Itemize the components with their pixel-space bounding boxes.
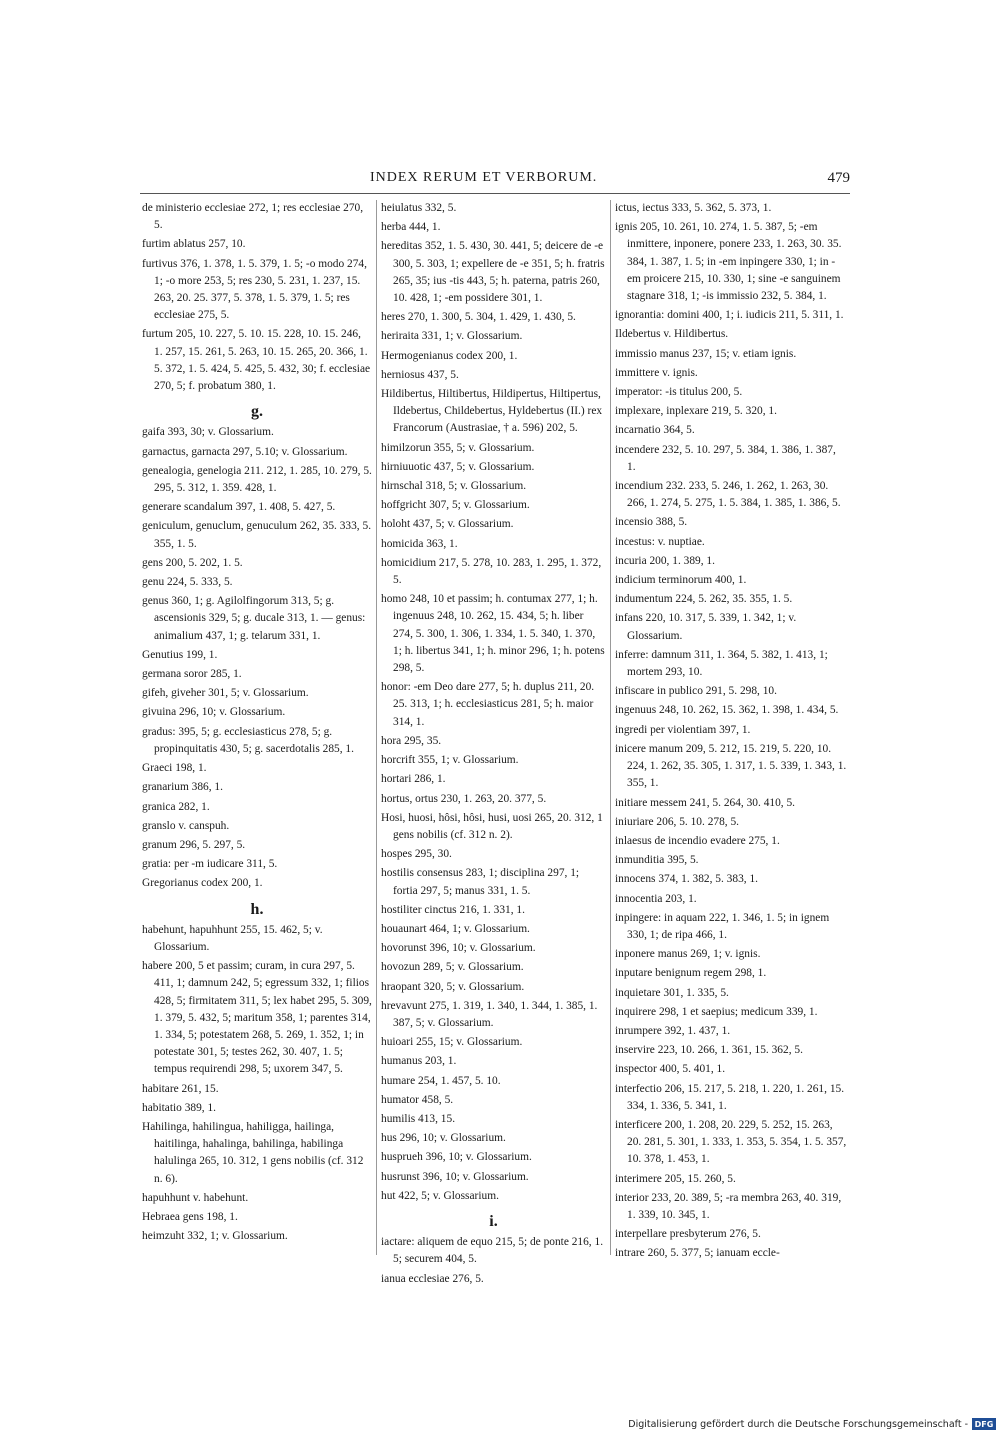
index-entry: horcrift 355, 1; v. Glossarium. xyxy=(381,754,519,767)
index-entry: hora 295, 35. xyxy=(381,734,442,747)
index-entry: hus 296, 10; v. Glossarium. xyxy=(381,1132,506,1145)
index-entry: holoht 437, 5; v. Glossarium. xyxy=(381,518,514,531)
index-entry: Ildebertus v. Hildibertus. xyxy=(615,328,729,341)
index-entry: furtim ablatus 257, 10. xyxy=(142,238,246,251)
index-entry: iactare: aliquem de equo 215, 5; de ponte 216, 1. 5; securem 404, 5. xyxy=(381,1236,604,1266)
section-letter: i. xyxy=(489,1212,498,1230)
index-entry: granslo v. canspuh. xyxy=(142,819,230,832)
index-entry: immittere v. ignis. xyxy=(615,366,698,379)
index-entry: habitare 261, 15. xyxy=(142,1082,219,1095)
running-title: INDEX RERUM ET VERBORUM. xyxy=(370,170,598,185)
index-entry: incuria 200, 1. 389, 1. xyxy=(615,554,715,567)
index-entry: interior 233, 20. 389, 5; -ra membra 263, 40. 319, 1. 339, 10. 345, 1. xyxy=(615,1191,842,1221)
index-entry: inspector 400, 5. 401, 1. xyxy=(615,1063,726,1076)
index-entry: husprueh 396, 10; v. Glossarium. xyxy=(381,1151,532,1164)
section-letter: g. xyxy=(251,403,263,421)
index-entry: germana soror 285, 1. xyxy=(142,668,242,681)
index-entry: inmunditia 395, 5. xyxy=(615,854,699,867)
index-entry: inponere manus 269, 1; v. ignis. xyxy=(615,948,761,961)
index-entry: inquietare 301, 1. 335, 5. xyxy=(615,986,729,999)
index-entry: inferre: damnum 311, 1. 364, 5. 382, 1. 413, 1; mortem 293, 10. xyxy=(615,648,828,679)
index-entry: furtum 205, 10. 227, 5. 10. 15. 228, 10. 15. 246, 1. 257, 15. 261, 5. 263, 10. 15. 265, 20. 366, 1. 5. 372, 1. 5. 424, 5. 425, 5. 432, 30; f. ecclesiae 270, 5; f. probatum 380, 1. xyxy=(142,328,371,393)
index-entry: incendium 232. 233, 5. 246, 1. 262, 1. 263, 30. 266, 1. 274, 5. 275, 1. 5. 384, 1. 385, 1. 386, 5. xyxy=(615,480,841,510)
index-entry: incensio 388, 5. xyxy=(615,516,688,529)
index-entry: Hosi, huosi, hôsi, hôsi, husi, uosi 265, 20. 312, 1 gens nobilis (cf. 312 n. 2). xyxy=(381,811,603,841)
index-entry: inputare benignum regem 298, 1. xyxy=(615,967,767,980)
index-entry: Genutius 199, 1. xyxy=(142,648,218,661)
index-entry: de ministerio ecclesiae 272, 1; res ecclesiae 270, 5. xyxy=(142,202,364,232)
index-entry: homicidium 217, 5. 278, 10. 283, 1. 295, 1. 372, 5. xyxy=(381,556,602,587)
index-column-3 xyxy=(615,200,847,1260)
index-entry: inrumpere 392, 1. 437, 1. xyxy=(615,1024,731,1037)
index-entry: granum 296, 5. 297, 5. xyxy=(142,838,246,851)
index-entry: homicida 363, 1. xyxy=(381,537,458,550)
index-entry: ingredi per violentiam 397, 1. xyxy=(615,723,751,736)
index-entry: interpellare presbyterum 276, 5. xyxy=(615,1228,761,1241)
index-entry: granarium 386, 1. xyxy=(142,781,223,794)
index-entry: huioari 255, 15; v. Glossarium. xyxy=(381,1036,523,1049)
index-entry: givuina 296, 10; v. Glossarium. xyxy=(142,706,286,719)
index-entry: innocentia 203, 1. xyxy=(615,892,697,905)
index-entry: gratia: per -m iudicare 311, 5. xyxy=(142,858,278,871)
index-entry: hostilis consensus 283, 1; disciplina 297, 1; fortia 297, 5; manus 331, 1. 5. xyxy=(381,867,580,897)
index-entry: incarnatio 364, 5. xyxy=(615,424,695,437)
index-entry: hapuhhunt v. habehunt. xyxy=(142,1191,249,1204)
page-number: 479 xyxy=(827,170,850,186)
index-entry: imperator: -is titulus 200, 5. xyxy=(615,386,743,399)
index-entry: inpingere: in aquam 222, 1. 346, 1. 5; in ignem 330, 1; de ripa 466, 1. xyxy=(615,911,830,941)
index-entry: heiulatus 332, 5. xyxy=(381,202,457,214)
index-entry: implexare, inplexare 219, 5. 320, 1. xyxy=(615,405,777,418)
index-entry: genealogia, genelogia 211. 212, 1. 285, 10. 279, 5. 295, 5. 312, 1. 359. 428, 1. xyxy=(142,464,372,495)
index-entry: herba 444, 1. xyxy=(381,221,441,234)
index-entry: intrare 260, 5. 377, 5; ianuam eccle- xyxy=(615,1247,780,1260)
index-entry: genu 224, 5. 333, 5. xyxy=(142,576,233,589)
index-entry: incestus: v. nuptiae. xyxy=(615,535,705,548)
index-entry: geniculum, genuclum, genuculum 262, 35. 333, 5. 355, 1. 5. xyxy=(142,520,372,550)
index-entry: Hebraea gens 198, 1. xyxy=(142,1210,238,1223)
index-entry: habehunt, hapuhhunt 255, 15. 462, 5; v. Glossarium. xyxy=(142,923,323,953)
index-entry: husrunst 396, 10; v. Glossarium. xyxy=(381,1170,529,1183)
index-entry: hospes 295, 30. xyxy=(381,848,452,861)
index-entry: infiscare in publico 291, 5. 298, 10. xyxy=(615,685,777,698)
index-entry: Graeci 198, 1. xyxy=(142,762,207,775)
index-entry: ignorantia: domini 400, 1; i. iudicis 211, 5. 311, 1. xyxy=(615,309,844,322)
index-entry: indicium terminorum 400, 1. xyxy=(615,574,747,587)
index-entry: homo 248, 10 et passim; h. contumax 277, 1; h. ingenuus 248, 10. 262, 15. 434, 5; h. liber 274, 5. 300, 1. 306, 1. 334, 1. 5. 340, 1. 370, 1; h. libertus 341, 1; h. minor 296, 1; h. potens 298, 5. xyxy=(381,593,605,675)
index-entry: habere 200, 5 et passim; curam, in cura 297, 5. 411, 1; damnum 242, 5; egressum 332, 1; filios 428, 5; firmitatem 311, 5; lex habet 295, 5. 309, 1. 379, 5. 432, 5; maritum 358, 1; parentes 314, 1. 334, 5; potestatem 268, 5. 269, 1. 352, 1; in potestate 301, 5; testes 262, 30. 407, 1. 5; tempus requirendi 298, 5; uxorem 347, 5. xyxy=(142,960,372,1076)
index-entry: inlaesus de incendio evadere 275, 1. xyxy=(615,834,780,847)
index-entry: heres 270, 1. 300, 5. 304, 1. 429, 1. 430, 5. xyxy=(381,311,576,324)
section-letter: h. xyxy=(250,900,264,918)
index-entry: Hildibertus, Hiltibertus, Hildipertus, Hiltipertus, Ildebertus, Childebertus, Hyldebertus (II.) rex Francorum (Austrasiae, † a. 596) 202, 5. xyxy=(381,388,603,435)
footer-credit: Digitalisierung gefördert durch die Deutsche Forschungsgemeinschaft - xyxy=(628,1418,968,1430)
index-entry: herniosus 437, 5. xyxy=(381,368,459,381)
index-entry: hoffgricht 307, 5; v. Glossarium. xyxy=(381,499,530,512)
index-entry: inicere manum 209, 5. 212, 15. 219, 5. 220, 10. 224, 1. 262, 35. 305, 1. 317, 1. 5. 339, 1. 343, 1. 355, 1. xyxy=(615,742,847,790)
index-entry: initiare messem 241, 5. 264, 30. 410, 5. xyxy=(615,796,796,809)
index-entry: gradus: 395, 5; g. ecclesiasticus 278, 5; g. propinquitatis 430, 5; g. sacerdotalis 285, 1. xyxy=(142,725,354,755)
index-entry: gens 200, 5. 202, 1. 5. xyxy=(142,556,243,569)
index-entry: immissio manus 237, 15; v. etiam ignis. xyxy=(615,347,797,360)
index-entry: hovorunst 396, 10; v. Glossarium. xyxy=(381,942,536,955)
index-entry: granica 282, 1. xyxy=(142,800,210,813)
index-entry: indumentum 224, 5. 262, 35. 355, 1. 5. xyxy=(615,593,793,606)
index-entry: hirnschal 318, 5; v. Glossarium. xyxy=(381,480,527,493)
index-entry: honor: -em Deo dare 277, 5; h. duplus 211, 20. 25. 313, 1; h. ecclesiasticus 281, 5; h. maior 314, 1. xyxy=(381,681,595,728)
index-entry: hostiliter cinctus 216, 1. 331, 1. xyxy=(381,903,525,916)
index-entry: ingenuus 248, 10. 262, 15. 362, 1. 398, 1. 434, 5. xyxy=(615,704,839,717)
index-entry: humanus 203, 1. xyxy=(381,1055,457,1068)
column-divider xyxy=(610,200,611,1255)
index-entry: gifeh, giveher 301, 5; v. Glossarium. xyxy=(142,687,309,700)
index-entry: humator 458, 5. xyxy=(381,1093,454,1106)
index-entry: heimzuht 332, 1; v. Glossarium. xyxy=(142,1230,288,1243)
dfg-logo: DFG xyxy=(972,1418,996,1430)
index-entry: interfectio 206, 15. 217, 5. 218, 1. 220, 1. 261, 15. 334, 1. 336, 5. 341, 1. xyxy=(615,1082,845,1112)
index-entry: humilis 413, 15. xyxy=(381,1112,456,1125)
index-entry: hortus, ortus 230, 1. 263, 20. 377, 5. xyxy=(381,792,547,805)
digitization-footer xyxy=(610,1417,996,1431)
index-entry: hut 422, 5; v. Glossarium. xyxy=(381,1189,499,1202)
index-entry: ictus, iectus 333, 5. 362, 5. 373, 1. xyxy=(615,202,772,214)
index-entry: generare scandalum 397, 1. 408, 5. 427, 5. xyxy=(142,501,336,514)
index-entry: humare 254, 1. 457, 5. 10. xyxy=(381,1074,501,1087)
index-entry: infans 220, 10. 317, 5. 339, 1. 342, 1; v. Glossarium. xyxy=(615,612,797,642)
index-entry: hraopant 320, 5; v. Glossarium. xyxy=(381,980,525,993)
index-entry: genus 360, 1; g. Agilolfingorum 313, 5; g. ascensionis 329, 5; g. ducale 313, 1. — genus: animalium 437, 1; g. telarum 331, 1. xyxy=(142,595,366,642)
index-entry: innocens 374, 1. 382, 5. 383, 1. xyxy=(615,873,759,886)
index-entry: Gregorianus codex 200, 1. xyxy=(142,877,263,890)
index-entry: himilzorun 355, 5; v. Glossarium. xyxy=(381,441,535,454)
index-entry: ianua ecclesiae 276, 5. xyxy=(381,1272,484,1285)
index-entry: Hermogenianus codex 200, 1. xyxy=(381,349,518,362)
index-entry: inservire 223, 10. 266, 1. 361, 15. 362, 5. xyxy=(615,1044,803,1057)
index-column-1 xyxy=(142,200,372,1260)
index-entry: houaunart 464, 1; v. Glossarium. xyxy=(381,922,530,935)
index-entry: hovozun 289, 5; v. Glossarium. xyxy=(381,961,524,974)
index-entry: ignis 205, 10. 261, 10. 274, 1. 5. 387, 5; -em inmittere, inponere, ponere 233, 1. 263, 30. 35. 384, 1. 387, 1. 5; in -em inpingere 330, 1; in -em proicere 215, 10. 330, 1; sine -e sanguinem stagnare 318, 1; -is immissio 232, 5. 384, 1. xyxy=(615,221,842,303)
column-divider xyxy=(376,200,377,1255)
index-entry: interficere 200, 1. 208, 20. 229, 5. 252, 15. 263, 20. 281, 5. 301, 1. 333, 1. 353, 5. 354, 1. 5. 357, 10. 378, 1. 453, 1. xyxy=(615,1118,847,1166)
index-entry: furtivus 376, 1. 378, 1. 5. 379, 1. 5; -o modo 274, 1; -o more 253, 5; res 230, 5. 231, 1. 237, 15. 263, 20. 25. 377, 5. 378, 1. 5. 379, 1. 5; res ecclesiae 275, 5. xyxy=(142,257,367,322)
index-entry: incendere 232, 5. 10. 297, 5. 384, 1. 386, 1. 387, 1. xyxy=(615,443,836,473)
index-column-2 xyxy=(381,200,606,1285)
index-entry: inquirere 298, 1 et saepius; medicum 339, 1. xyxy=(615,1005,818,1018)
index-entry: iniuriare 206, 5. 10. 278, 5. xyxy=(615,815,740,828)
index-entry: hirniuuotic 437, 5; v. Glossarium. xyxy=(381,460,535,473)
index-entry: interimere 205, 15. 260, 5. xyxy=(615,1172,736,1185)
index-entry: heriraita 331, 1; v. Glossarium. xyxy=(381,330,523,343)
index-entry: gaifa 393, 30; v. Glossarium. xyxy=(142,426,274,439)
index-entry: hereditas 352, 1. 5. 430, 30. 441, 5; deicere de -e 300, 5. 303, 1; expellere de -e 351, 5; h. fratris 265, 35; ius -tis 443, 5; h. paterna, patris 260, 10. 428, 1; -em possidere 301, 1. xyxy=(381,240,605,305)
index-entry: Hahilinga, hahilingua, hahiligga, hailinga, haitilinga, hahalinga, bahilinga, habilinga halulinga 265, 10. 312, 1 gens nobilis (cf. 312 n. 6). xyxy=(142,1120,364,1185)
page-header xyxy=(370,170,850,190)
index-entry: garnactus, garnacta 297, 5.10; v. Glossarium. xyxy=(142,445,348,458)
index-entry: hrevavunt 275, 1. 319, 1. 340, 1. 344, 1. 385, 1. 387, 5; v. Glossarium. xyxy=(381,999,598,1029)
index-entry: habitatio 389, 1. xyxy=(142,1101,217,1114)
index-entry: hortari 286, 1. xyxy=(381,773,446,786)
header-rule xyxy=(140,193,850,194)
